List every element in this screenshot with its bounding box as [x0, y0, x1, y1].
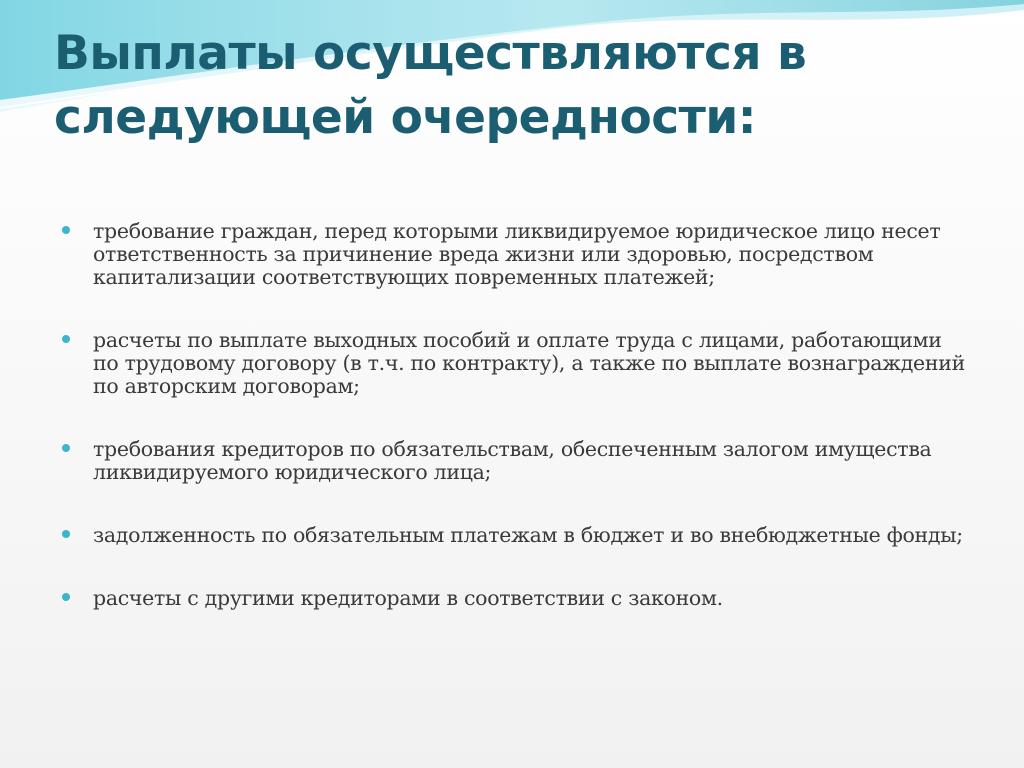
- list-item: [62, 587, 967, 610]
- list-item: [62, 438, 967, 484]
- bullet-dot-icon: [62, 444, 70, 452]
- list-item: [62, 329, 967, 398]
- slide-title: Выплаты осуществляются в следующей очередности:: [54, 26, 807, 145]
- bullet-text: требования кредиторов по обязательствам, обеспеченным залогом имущества ликвидируемого юридического лица;: [93, 437, 932, 484]
- bullet-dot-icon: [62, 335, 70, 343]
- list-item: [62, 220, 967, 289]
- bullet-dot-icon: [62, 226, 70, 234]
- bullet-text: расчеты с другими кредиторами в соответствии с законом.: [93, 586, 723, 610]
- bullet-text: задолженность по обязательным платежам в бюджет и во внебюджетные фонды;: [93, 523, 963, 547]
- bullet-text: требование граждан, перед которыми ликвидируемое юридическое лицо несет ответственность за причинение вреда жизни или здоровью, посредством капитализации соответствующих повременных платежей;: [93, 219, 941, 289]
- bullet-text: расчеты по выплате выходных пособий и оплате труда с лицами, работающими по трудовому договору (в т.ч. по контракту), а также по выплате вознаграждений по авторским договорам;: [93, 328, 965, 398]
- bullet-dot-icon: [62, 593, 70, 601]
- bullet-dot-icon: [62, 530, 70, 538]
- list-item: [62, 524, 967, 547]
- bullet-list: [62, 220, 967, 610]
